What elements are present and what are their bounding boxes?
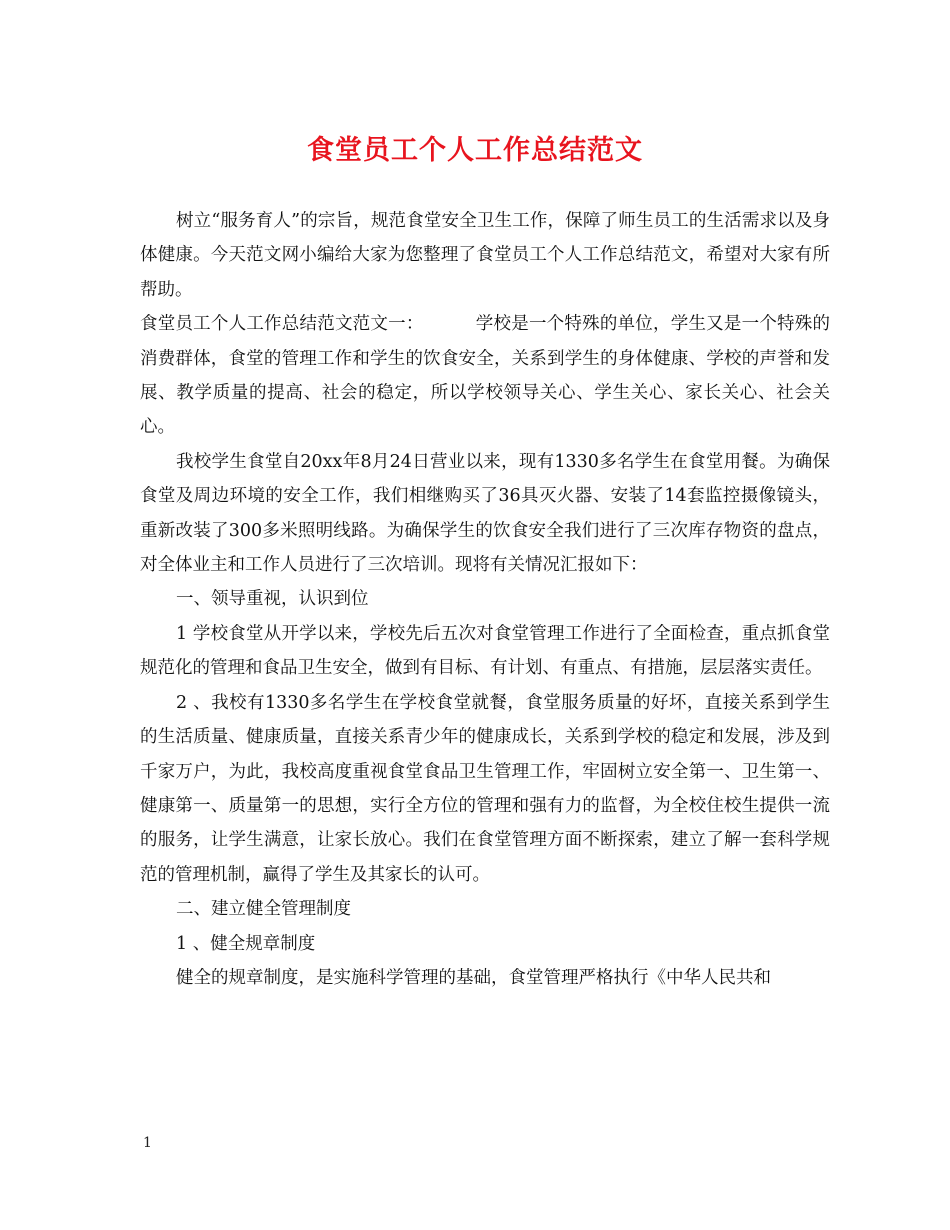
paragraph-intro: 树立“服务育人”的宗旨，规范食堂安全卫生工作，保障了师生员工的生活需求以及身体健康。今天范文网小编给大家为您整理了食堂员工个人工作总结范文，希望对大家有所帮助。 — [140, 211, 830, 300]
subheading-rules: 1 、健全规章制度 — [176, 933, 316, 954]
sample-one-heading: 食堂员工个人工作总结范文范文一： — [140, 314, 424, 335]
paragraph-sample-one — [140, 307, 830, 445]
sample-one-text: 学校是一个特殊的单位，学生又是一个特殊的消费群体，食堂的管理工作和学生的饮食安全，关系到学生的身体健康、学校的声誉和发展、教学质量的提高、社会的稳定，所以学校领导关心、学生关心、家长关心、社会关心。 — [140, 314, 831, 438]
paragraph-rules: 健全的规章制度，是实施科学管理的基础，食堂管理严格执行《中华人民共和 — [176, 967, 771, 988]
paragraph-canteen-overview: 我校学生食堂自20xx年8月24日营业以来，现有1330多名学生在食堂用餐。为确保食堂及周边环境的安全工作，我们相继购买了36具灭火器、安装了14套监控摄像镜头，重新改装了300多米照明线路。为确保学生的饮食安全我们进行了三次库存物资的盘点，对全体业主和工作人员进行了三次培训。现将有关情况汇报如下： — [140, 451, 830, 576]
section-heading-management-system: 二、建立健全管理制度 — [176, 899, 351, 920]
document-title: 食堂员工个人工作总结范文 — [307, 135, 643, 166]
paragraph-inspections: 1 学校食堂从开学以来，学校先后五次对食堂管理工作进行了全面检查，重点抓食堂规范化的管理和食品卫生安全，做到有目标、有计划、有重点、有措施，层层落实责任。 — [140, 623, 830, 679]
document-body — [140, 204, 830, 995]
page-number: 1 — [143, 1135, 152, 1151]
section-heading-leadership: 一、领导重视，认识到位 — [176, 589, 369, 610]
paragraph-service-quality: 2 、我校有1330多名学生在学校食堂就餐，食堂服务质量的好坏，直接关系到学生的生活质量、健康质量，直接关系青少年的健康成长，关系到学校的稳定和发展，涉及到千家万户，为此，我校高度重视食堂食品卫生管理工作，牢固树立安全第一、卫生第一、健康第一、质量第一的思想，实行全方位的管理和强有力的监督，为全校住校生提供一流的服务，让学生满意，让家长放心。我们在食堂管理方面不断探索，建立了解一套科学规范的管理机制，赢得了学生及其家长的认可。 — [140, 692, 830, 885]
